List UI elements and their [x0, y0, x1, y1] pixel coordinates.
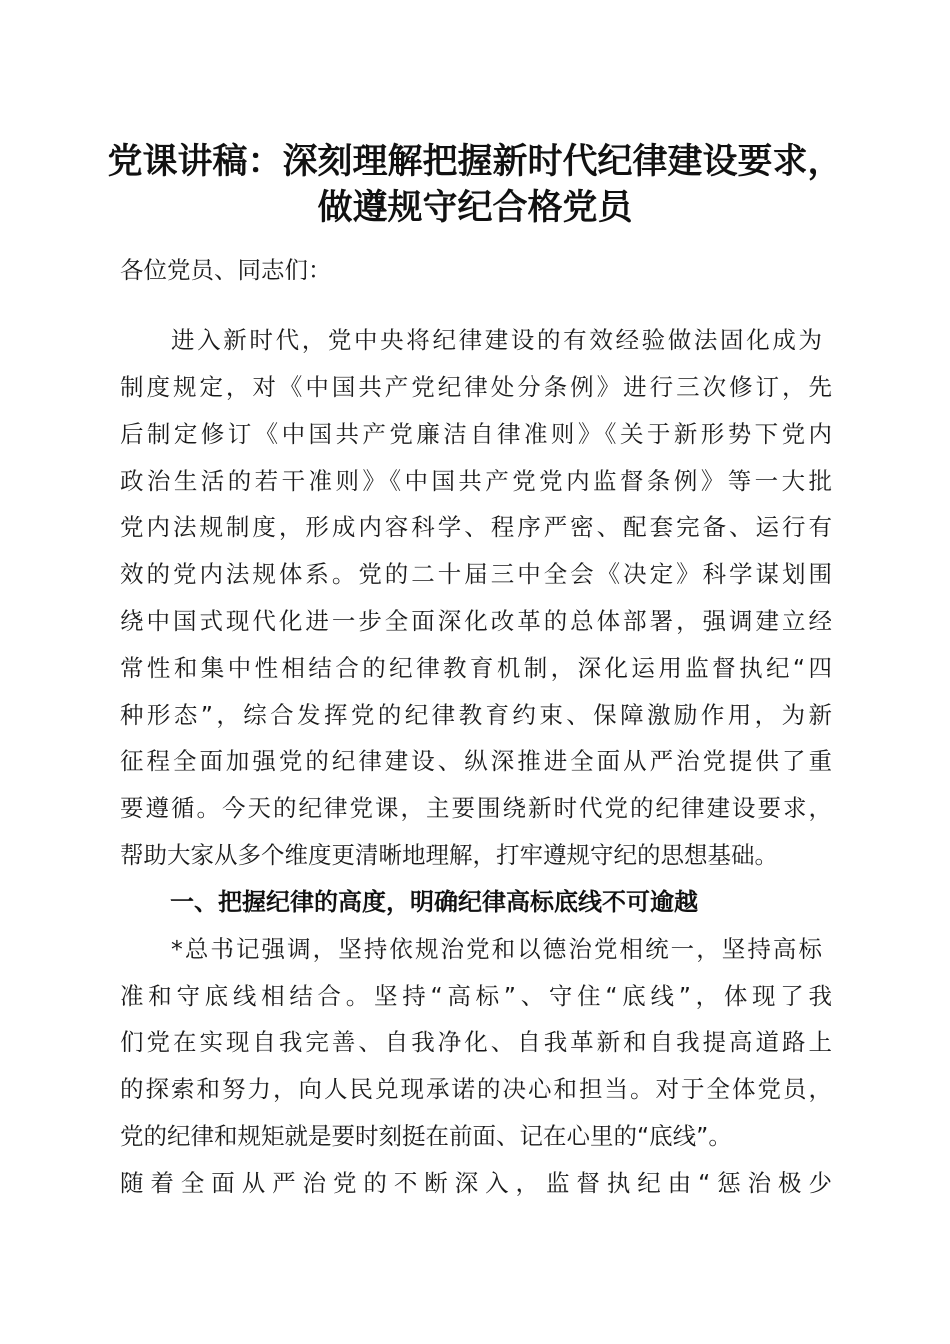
document-title-line-1: 党课讲稿：深刻理解把握新时代纪律建设要求， — [107, 141, 843, 182]
paragraph-line: 的探索和努力，向人民兑现承诺的决心和担当。对于全体党员， — [120, 1075, 832, 1103]
paragraph-line: *总书记强调，坚持依规治党和以德治党相统一，坚持高标 — [171, 935, 822, 963]
paragraph-line: 政治生活的若干准则》《中国共产党党内监督条例》等一大批 — [120, 467, 832, 495]
paragraph-line: 党的纪律和规矩就是要时刻挺在前面、记在心里的“底线”。 — [120, 1122, 732, 1150]
paragraph-line: 进入新时代，党中央将纪律建设的有效经验做法固化成为 — [171, 326, 822, 354]
paragraph-line: 帮助大家从多个维度更清晰地理解，打牢遵规守纪的思想基础。 — [120, 841, 778, 869]
paragraph-line: 种形态”，综合发挥党的纪律教育约束、保障激励作用，为新 — [120, 701, 832, 729]
section-heading: 一、把握纪律的高度，明确纪律高标底线不可逾越 — [170, 888, 698, 916]
paragraph-line: 常性和集中性相结合的纪律教育机制，深化运用监督执纪“四 — [120, 654, 832, 682]
paragraph-line: 绕中国式现代化进一步全面深化改革的总体部署，强调建立经 — [120, 607, 832, 635]
paragraph-line: 后制定修订《中国共产党廉洁自律准则》《关于新形势下党内 — [120, 420, 832, 448]
paragraph-line: 随着全面从严治党的不断深入，监督执纪由“惩治极少 — [120, 1169, 832, 1197]
paragraph-line: 要遵循。今天的纪律党课，主要围绕新时代党的纪律建设要求， — [120, 794, 832, 822]
paragraph-line: 征程全面加强党的纪律建设、纵深推进全面从严治党提供了重 — [120, 747, 832, 775]
paragraph-line: 们党在实现自我完善、自我净化、自我革新和自我提高道路上 — [120, 1028, 832, 1056]
salutation: 各位党员、同志们： — [120, 256, 332, 284]
document-title-line-2: 做遵规守纪合格党员 — [317, 187, 633, 228]
paragraph-line: 制度规定，对《中国共产党纪律处分条例》进行三次修订，先 — [120, 373, 832, 401]
paragraph-line: 党内法规制度，形成内容科学、程序严密、配套完备、运行有 — [120, 513, 832, 541]
paragraph-line: 效的党内法规体系。党的二十届三中全会《决定》科学谋划围 — [120, 560, 832, 588]
paragraph-line: 准和守底线相结合。坚持“高标”、守住“底线”，体现了我 — [120, 982, 832, 1010]
